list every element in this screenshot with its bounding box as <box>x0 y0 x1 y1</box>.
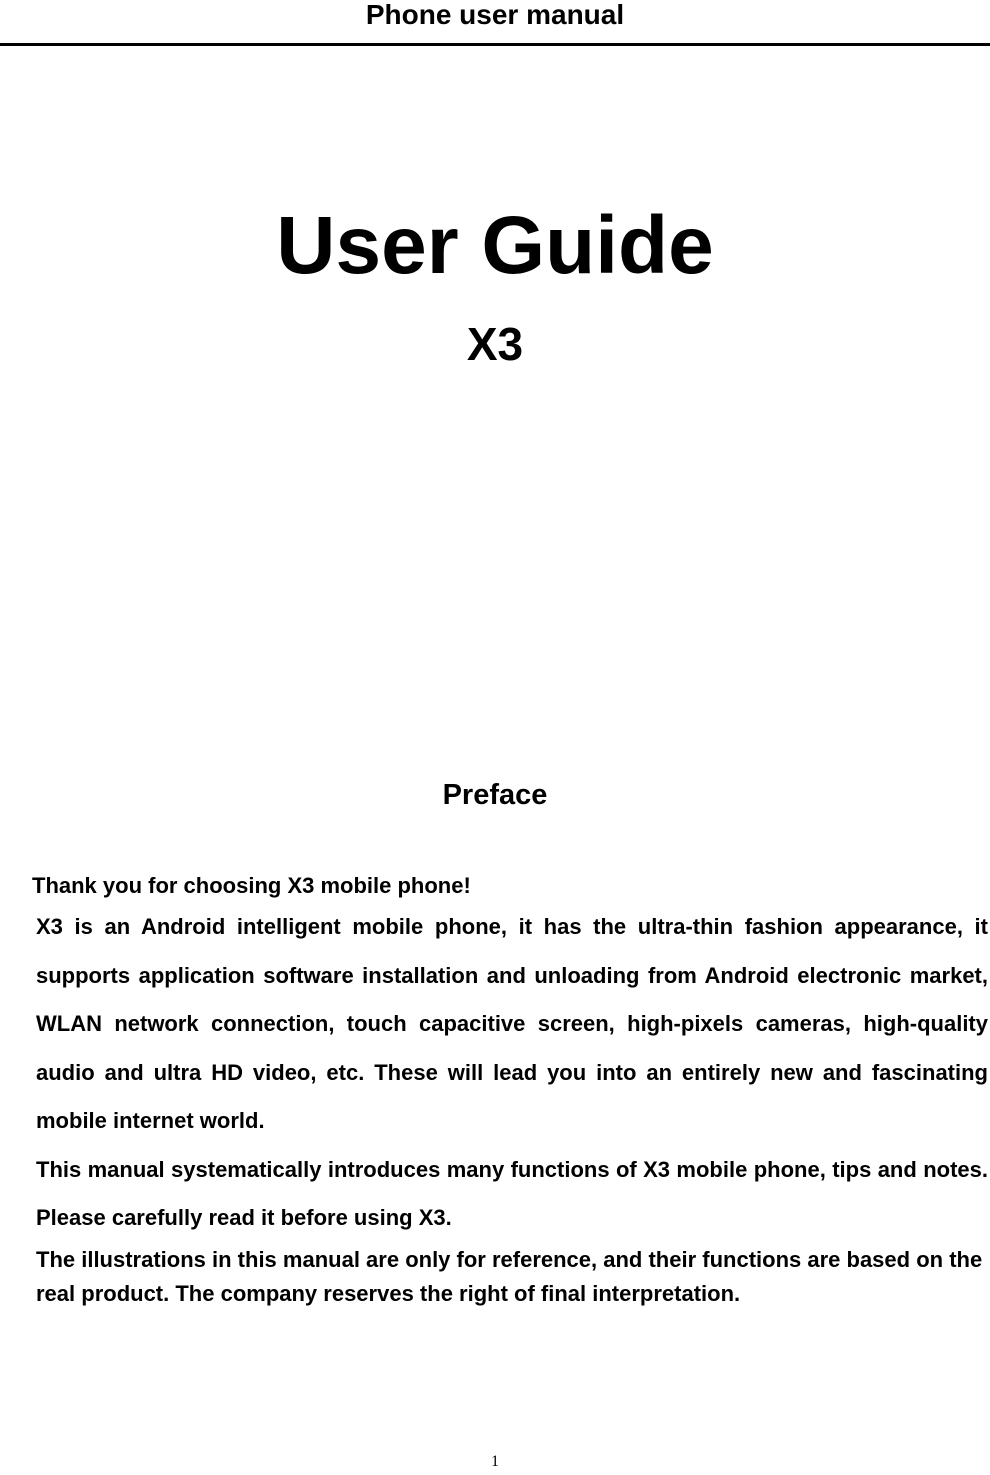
preface-paragraph: X3 is an Android intelligent mobile phone, it has the ultra-thin fashion appearance, it supports application software installation and unloading from Android electronic market, WLAN network connection, touch capacitive screen, high-pixels cameras, high-quality audio and ultra HD video, etc. These will lead you into an entirely new and fascinating mobile internet world. <box>36 914 988 1133</box>
preface-body <box>32 869 988 1311</box>
preface-heading: Preface <box>442 779 548 811</box>
model-name: X3 <box>466 318 524 370</box>
document-title: User Guide <box>276 200 714 291</box>
header-divider <box>0 43 990 46</box>
preface-paragraph: The illustrations in this manual are only for reference, and their functions are based on the real product. The company reserves the right of final interpretation. <box>36 1246 983 1306</box>
header-title: Phone user manual <box>365 0 625 30</box>
preface-paragraph: This manual systematically introduces many functions of X3 mobile phone, tips and notes. Please carefully read it before using X3. <box>36 1156 988 1230</box>
preface-paragraph: Thank you for choosing X3 mobile phone! <box>32 873 471 898</box>
page-number: 1 <box>491 1453 499 1470</box>
